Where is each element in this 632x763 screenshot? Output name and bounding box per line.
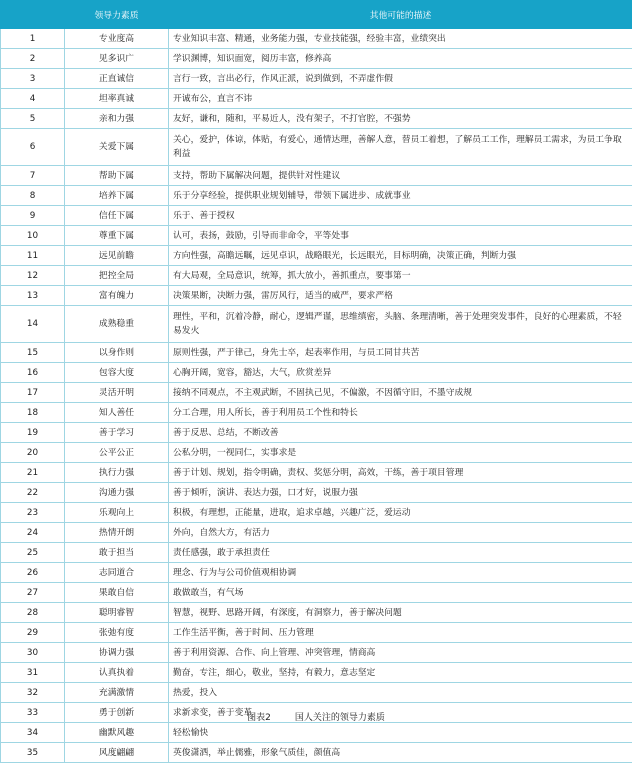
cell-description: 方向性强，高瞻远瞩，远见卓识，战略眼光，长远眼光，目标明确，决策正确，判断力强 <box>169 246 632 266</box>
cell-description: 言行一致，言出必行，作风正派，说到做到，不弄虚作假 <box>169 69 632 89</box>
table-row <box>1 363 632 383</box>
cell-quality: 关爱下属 <box>65 129 169 166</box>
cell-quality: 培养下属 <box>65 186 169 206</box>
cell-quality: 尊重下属 <box>65 226 169 246</box>
table-row <box>1 166 632 186</box>
cell-number: 25 <box>1 543 65 563</box>
cell-quality: 远见前瞻 <box>65 246 169 266</box>
table-row <box>1 723 632 743</box>
cell-number: 7 <box>1 166 65 186</box>
cell-quality: 正直诚信 <box>65 69 169 89</box>
cell-description: 敢做敢当，有气场 <box>169 583 632 603</box>
cell-quality: 信任下属 <box>65 206 169 226</box>
cell-description: 原则性强，严于律己，身先士卒，起表率作用，与员工同甘共苦 <box>169 343 632 363</box>
cell-quality: 公平公正 <box>65 443 169 463</box>
cell-description: 工作生活平衡，善于时间、压力管理 <box>169 623 632 643</box>
cell-quality: 热情开朗 <box>65 523 169 543</box>
table-row <box>1 523 632 543</box>
cell-description: 有大局观，全局意识，统筹，抓大放小，善抓重点，要事第一 <box>169 266 632 286</box>
table-header-row <box>1 1 632 29</box>
cell-number: 10 <box>1 226 65 246</box>
cell-quality: 包容大度 <box>65 363 169 383</box>
cell-number: 30 <box>1 643 65 663</box>
cell-description: 分工合理，用人所长，善于利用员工个性和特长 <box>169 403 632 423</box>
table-row <box>1 463 632 483</box>
cell-description: 理性，平和，沉着冷静，耐心，逻辑严谨，思维缜密，头脑、条理清晰，善于处理突发事件，良好的心理素质，不轻易发火 <box>169 306 632 343</box>
cell-number: 2 <box>1 49 65 69</box>
table-row <box>1 186 632 206</box>
cell-description: 接纳不同观点，不主观武断，不固执己见，不偏激，不因循守旧，不墨守成规 <box>169 383 632 403</box>
cell-quality: 成熟稳重 <box>65 306 169 343</box>
cell-number: 29 <box>1 623 65 643</box>
table-body <box>1 29 632 763</box>
cell-quality: 敢于担当 <box>65 543 169 563</box>
table-row <box>1 266 632 286</box>
table-row <box>1 226 632 246</box>
cell-quality: 沟通力强 <box>65 483 169 503</box>
cell-number: 33 <box>1 703 65 723</box>
table-row <box>1 643 632 663</box>
table-row <box>1 423 632 443</box>
cell-quality: 把控全局 <box>65 266 169 286</box>
cell-quality: 风度翩翩 <box>65 743 169 763</box>
cell-description: 智慧，视野、思路开阔，有深度，有洞察力，善于解决问题 <box>169 603 632 623</box>
cell-description: 善于利用资源、合作、向上管理、冲突管理，情商高 <box>169 643 632 663</box>
table-row <box>1 683 632 703</box>
cell-number: 20 <box>1 443 65 463</box>
cell-description: 学识渊博，知识面宽，阅历丰富，修养高 <box>169 49 632 69</box>
cell-quality: 见多识广 <box>65 49 169 69</box>
cell-description: 认可，表扬，鼓励，引导而非命令，平等处事 <box>169 226 632 246</box>
cell-quality: 认真执着 <box>65 663 169 683</box>
cell-description: 友好，谦和，随和，平易近人，没有架子，不打官腔，不强势 <box>169 109 632 129</box>
cell-quality: 坦率真诚 <box>65 89 169 109</box>
cell-number: 32 <box>1 683 65 703</box>
cell-quality: 协调力强 <box>65 643 169 663</box>
cell-description: 善于反思、总结，不断改善 <box>169 423 632 443</box>
table-row <box>1 443 632 463</box>
cell-description: 乐于、善于授权 <box>169 206 632 226</box>
cell-description: 外向，自然大方，有活力 <box>169 523 632 543</box>
cell-quality: 勇于创新 <box>65 703 169 723</box>
cell-quality: 富有魄力 <box>65 286 169 306</box>
cell-number: 28 <box>1 603 65 623</box>
cell-quality: 帮助下属 <box>65 166 169 186</box>
cell-number: 23 <box>1 503 65 523</box>
table-row <box>1 69 632 89</box>
cell-number: 11 <box>1 246 65 266</box>
header-number <box>1 1 65 29</box>
cell-quality: 以身作则 <box>65 343 169 363</box>
figure-caption <box>0 710 632 723</box>
cell-quality: 亲和力强 <box>65 109 169 129</box>
cell-description: 理念、行为与公司价值观相协调 <box>169 563 632 583</box>
cell-number: 16 <box>1 363 65 383</box>
table-row <box>1 403 632 423</box>
cell-number: 35 <box>1 743 65 763</box>
cell-number: 18 <box>1 403 65 423</box>
cell-number: 21 <box>1 463 65 483</box>
cell-number: 34 <box>1 723 65 743</box>
cell-description: 勤奋，专注，细心，敬业，坚持，有毅力，意志坚定 <box>169 663 632 683</box>
table-row <box>1 246 632 266</box>
cell-quality: 专业度高 <box>65 29 169 49</box>
cell-number: 5 <box>1 109 65 129</box>
table-row <box>1 583 632 603</box>
cell-description: 责任感强，敢于承担责任 <box>169 543 632 563</box>
table-row <box>1 49 632 69</box>
cell-description: 英俊潇洒，举止儒雅，形象气质佳，颜值高 <box>169 743 632 763</box>
cell-description: 决策果断，决断力强，雷厉风行，适当的威严，要求严格 <box>169 286 632 306</box>
table-row <box>1 343 632 363</box>
table-row <box>1 129 632 166</box>
table-row <box>1 383 632 403</box>
cell-number: 13 <box>1 286 65 306</box>
table-row <box>1 503 632 523</box>
cell-quality: 灵活开明 <box>65 383 169 403</box>
cell-quality: 聪明睿智 <box>65 603 169 623</box>
cell-description: 积极，有理想，正能量，进取，追求卓越，兴趣广泛，爱运动 <box>169 503 632 523</box>
cell-quality: 幽默风趣 <box>65 723 169 743</box>
table-row <box>1 286 632 306</box>
cell-description: 乐于分享经验，提供职业规划辅导，带领下属进步、成就事业 <box>169 186 632 206</box>
cell-number: 4 <box>1 89 65 109</box>
cell-number: 17 <box>1 383 65 403</box>
cell-description: 轻松愉快 <box>169 723 632 743</box>
cell-quality: 善于学习 <box>65 423 169 443</box>
cell-number: 15 <box>1 343 65 363</box>
cell-description: 专业知识丰富、精通，业务能力强，专业技能强，经验丰富，业绩突出 <box>169 29 632 49</box>
table-row <box>1 109 632 129</box>
cell-quality: 果敢自信 <box>65 583 169 603</box>
cell-description: 善于倾听，演讲、表达力强，口才好，说服力强 <box>169 483 632 503</box>
cell-number: 26 <box>1 563 65 583</box>
cell-description: 热爱，投入 <box>169 683 632 703</box>
cell-number: 24 <box>1 523 65 543</box>
table-row <box>1 563 632 583</box>
cell-quality: 张弛有度 <box>65 623 169 643</box>
cell-number: 6 <box>1 129 65 166</box>
header-description: 其他可能的描述 <box>169 1 632 29</box>
cell-description: 求新求变，善于变革 <box>169 703 632 723</box>
cell-number: 14 <box>1 306 65 343</box>
header-quality: 领导力素质 <box>65 1 169 29</box>
cell-description: 开诚布公，直言不讳 <box>169 89 632 109</box>
cell-description: 善于计划、规划，指令明确，责权、奖惩分明，高效，干练，善于项目管理 <box>169 463 632 483</box>
table-row <box>1 543 632 563</box>
cell-quality: 知人善任 <box>65 403 169 423</box>
table-row <box>1 89 632 109</box>
table-row <box>1 603 632 623</box>
cell-number: 1 <box>1 29 65 49</box>
table-row <box>1 743 632 763</box>
cell-number: 12 <box>1 266 65 286</box>
table-row <box>1 663 632 683</box>
table-row <box>1 29 632 49</box>
table-row <box>1 206 632 226</box>
cell-number: 27 <box>1 583 65 603</box>
table-row <box>1 306 632 343</box>
cell-description: 关心，爱护，体谅，体贴，有爱心，通情达理，善解人意，替员工着想，了解员工工作，理解员工需求，为员工争取利益 <box>169 129 632 166</box>
cell-number: 31 <box>1 663 65 683</box>
cell-number: 22 <box>1 483 65 503</box>
table-row <box>1 483 632 503</box>
cell-quality: 充满激情 <box>65 683 169 703</box>
caption-label: 图表2 <box>247 713 271 723</box>
cell-number: 19 <box>1 423 65 443</box>
cell-description: 心胸开阔，宽容，豁达，大气，欣赏差异 <box>169 363 632 383</box>
table-row <box>1 623 632 643</box>
cell-quality: 乐观向上 <box>65 503 169 523</box>
cell-description: 公私分明，一视同仁，实事求是 <box>169 443 632 463</box>
caption-text: 国人关注的领导力素质 <box>295 713 385 723</box>
cell-number: 8 <box>1 186 65 206</box>
cell-quality: 志同道合 <box>65 563 169 583</box>
cell-number: 9 <box>1 206 65 226</box>
cell-number: 3 <box>1 69 65 89</box>
cell-description: 支持，帮助下属解决问题，提供针对性建议 <box>169 166 632 186</box>
cell-quality: 执行力强 <box>65 463 169 483</box>
